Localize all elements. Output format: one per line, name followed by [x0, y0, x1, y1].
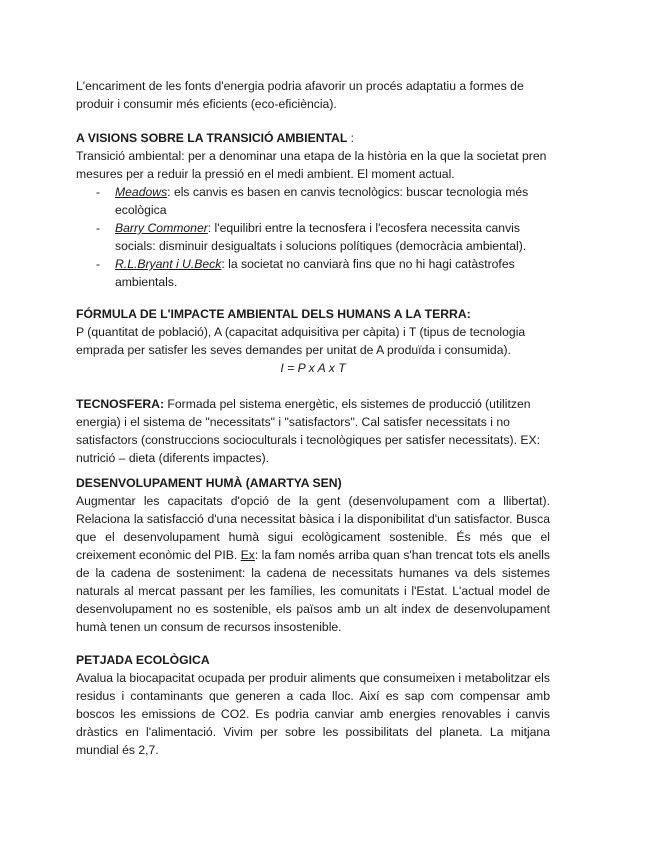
formula-heading: FÓRMULA DE L'IMPACTE AMBIENTAL DELS HUMANS A LA TERRA: — [76, 307, 471, 321]
desenvolupament-heading: DESENVOLUPAMENT HUMÀ (AMARTYA SEN) — [76, 476, 342, 490]
intro-paragraph: L'encariment de les fonts d'energia podria afavorir un procés adaptatiu a formes de produir i consumir més eficients (eco-eficiència). — [76, 79, 524, 111]
impact-formula: I = P x A x T — [280, 361, 346, 375]
ex-label: Ex — [240, 548, 255, 562]
intro-section — [76, 77, 550, 113]
tecnosfera-paragraph: TECNOSFERA: Formada pel sistema energètic, els sistemes de producció (utilitzen energia) i el sistema de "necessitats" i "satisfactors". Cal satisfer necessitats i no satisfactors (construccions socioculturals i tecnològiques per satisfer necessitats). EX: nutrició – dieta (diferents impactes). — [76, 397, 540, 465]
list-item: - R.L.Bryant i U.Beck: la societat no canviarà fins que no hi hagi catàstrofes ambientals. — [96, 257, 515, 289]
petjada-paragraph: Avalua la biocapacitat ocupada per produir aliments que consumeixen i metabolitzar els residus i contaminants que generen a cada lloc. Així es sap com compensar amb boscos les emissions de CO2. Es podria canviar amb energies renovables i canvis dràstics en l'alimentació. Vivim per sobre les possibilitats del planeta. La mitjana mundial és 2,7. — [76, 671, 550, 757]
visions-section — [76, 129, 550, 291]
formula-paragraph: P (quantitat de població), A (capacitat adquisitiva per càpita) i T (tipus de tecnologia emprada per satisfer les seves demandes per unitat de A produïda i consumida). — [76, 325, 526, 357]
petjada-heading: PETJADA ECOLÒGICA — [76, 653, 210, 667]
dash-bullet: - — [96, 257, 101, 271]
list-item: - Meadows: els canvis es basen en canvis tecnològics: buscar tecnologia més ecològica — [96, 185, 529, 217]
author-name: Barry Commoner — [115, 221, 208, 235]
desenvolupament-section — [76, 474, 550, 636]
list-item: - Barry Commoner: l'equilibri entre la tecnosfera i l'ecosfera necessita canvis socials: disminuir desigualtats i solucions polítiques (democràcia ambiental). — [96, 221, 527, 253]
dash-bullet: - — [96, 185, 101, 199]
desenvolupament-paragraph: Augmentar les capacitats d'opció de la gent (desenvolupament com a llibertat). Relaciona la satisfacció d'una necessitat bàsica i la disponibilitat d'un satisfactor. Busca que el desenvolupament humà sigui ecològicament sostenible. És més que el creixement econòmic del PIB. Ex: la fam només arriba quan s'han trencat tots els anells de la cadena de sosteniment: la cadena de necessitats humanes va dels sistemes naturals al mercat passant per les famílies, les comunitats i l'Estat. L'actual model de desenvolupament no es sostenible, els països amb un alt index de desenvolupament humà tenen un consum de recursos insostenible. — [76, 494, 550, 634]
visions-paragraph: Transició ambiental: per a denominar una etapa de la història en la que la societat pren mesures per a reduir la pressió en el medi ambient. El moment actual. — [76, 149, 547, 181]
visions-heading: A VISIONS SOBRE LA TRANSICIÓ AMBIENTAL : — [76, 131, 355, 145]
author-name: R.L.Bryant i U.Beck — [115, 257, 222, 271]
author-name: Meadows — [115, 185, 168, 199]
visions-list — [76, 183, 550, 291]
dash-bullet: - — [96, 221, 101, 235]
formula-section — [76, 305, 550, 377]
petjada-section — [76, 651, 550, 759]
tecnosfera-heading: TECNOSFERA: — [76, 397, 165, 411]
tecnosfera-section — [76, 395, 550, 467]
